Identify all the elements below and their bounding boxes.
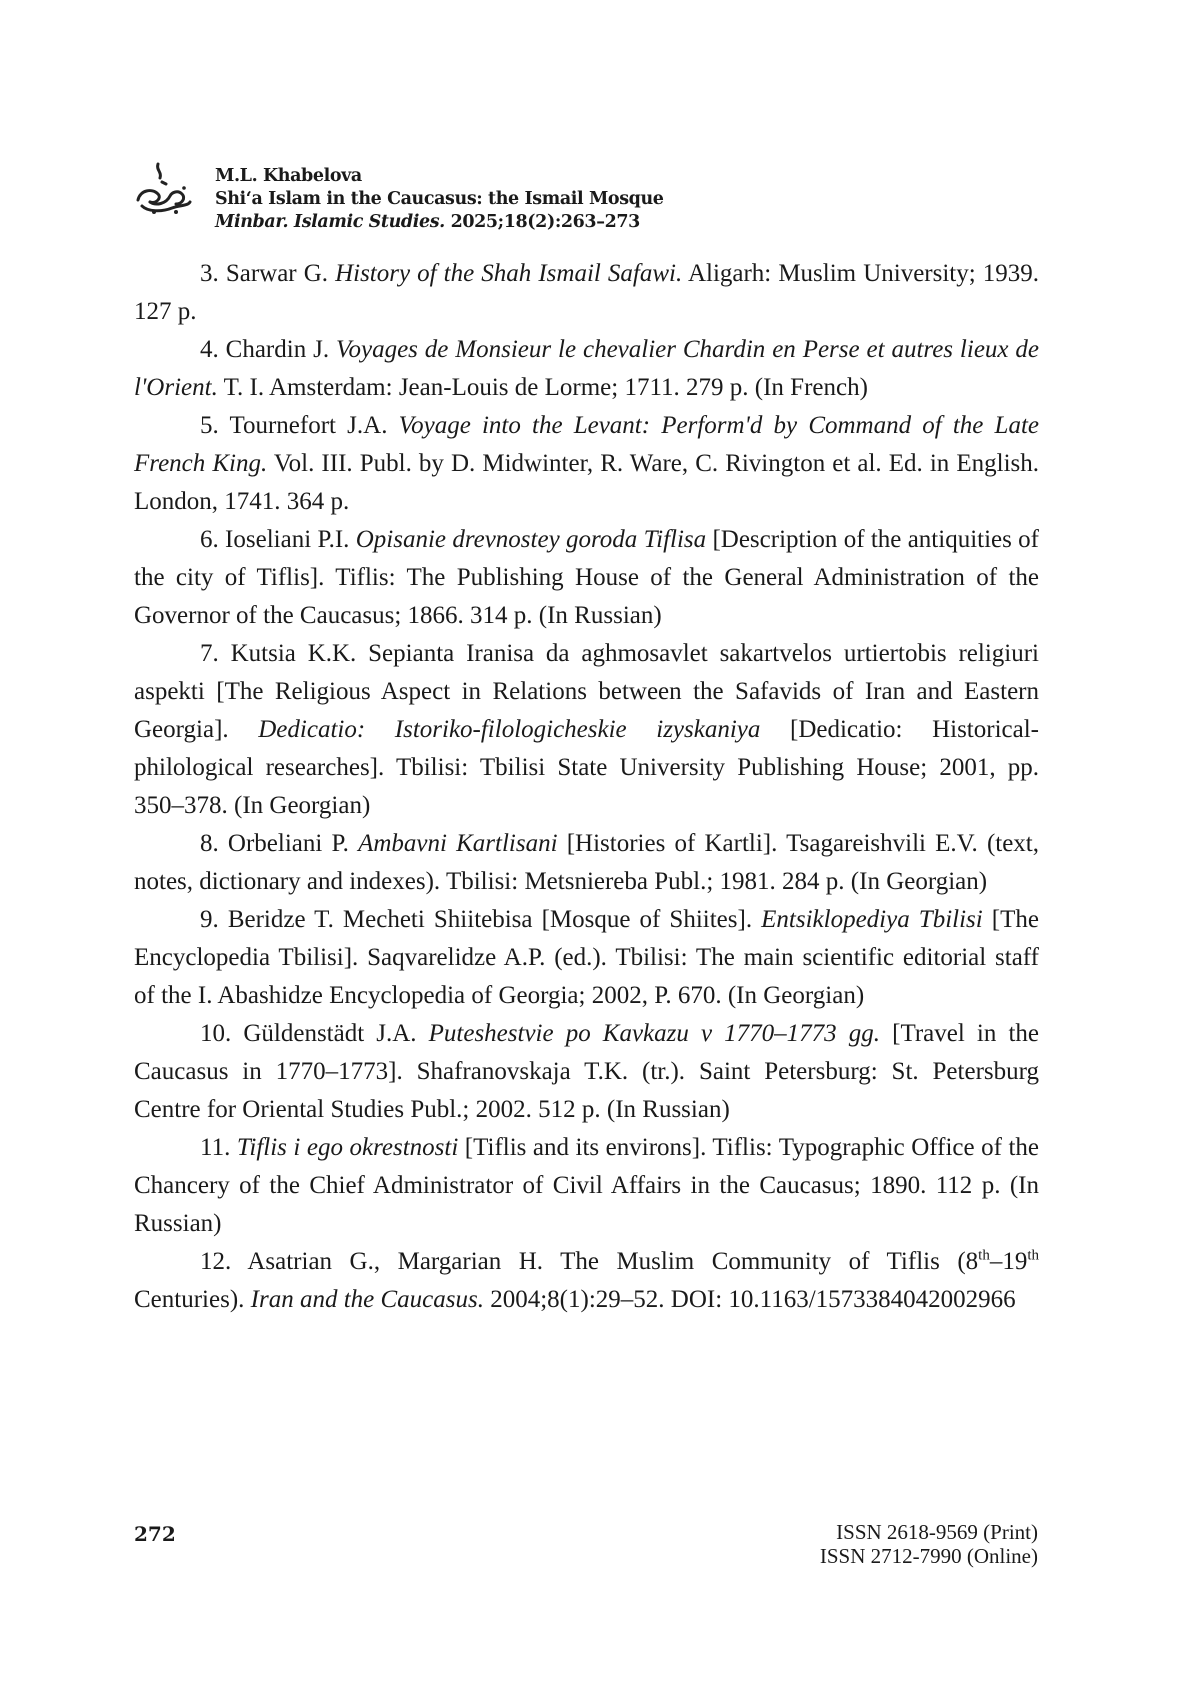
running-header <box>215 165 664 234</box>
header-journal: Minbar. Islamic Studies. <box>215 212 445 232</box>
header-journal-line <box>215 211 664 234</box>
reference-title: Ambavni Kartlisani <box>358 830 558 857</box>
reference-title: Dedicatio: Istoriko-filologicheskie izyskaniya <box>258 716 761 743</box>
reference-text: 6. Ioseliani P.I. <box>200 526 356 553</box>
reference-title: Voyage into the Levant: Perform'd by Command of the Late French King. <box>134 412 1040 477</box>
reference-item <box>134 825 1039 901</box>
reference-list <box>134 255 1039 1319</box>
reference-text: 10. Güldenstädt J.A. <box>200 1020 429 1047</box>
header-author: M.L. Khabelova <box>215 166 362 186</box>
reference-item <box>134 407 1039 521</box>
reference-text: [Description of the antiquities of the city of Tiflis]. Tiflis: The Publishing House of the General Administration of the Governor of the Caucasus; 1866. 314 p. (In Russian) <box>134 526 1039 629</box>
reference-text: [Travel in the Caucasus in 1770–1773]. Shafranovskaja T.K. (tr.). Saint Petersburg: St. Petersburg Centre for Oriental Studies Publ.; 2002. 512 p. (In Russian) <box>134 1020 1039 1123</box>
issn-online: ISSN 2712-7990 (Online) <box>819 1544 1038 1568</box>
reference-item <box>134 1129 1039 1243</box>
reference-item <box>134 1015 1039 1129</box>
issn-print: ISSN 2618-9569 (Print) <box>836 1520 1038 1544</box>
reference-superscript: th <box>1027 1247 1039 1264</box>
reference-text: 4. Chardin J. <box>200 336 336 363</box>
reference-title: Voyages de Monsieur le chevalier Chardin en Perse et autres lieux de l'Orient. <box>134 336 1040 401</box>
reference-text: 7. Kutsia K.K. Sepianta Iranisa da aghmosavlet sakartvelos urtiertobis religiuri aspekti [The Religious Aspect in Relations between the Safavids of Iran and Eastern Georgia]. <box>134 640 1039 743</box>
reference-text: 9. Beridze T. Mecheti Shiitebisa [Mosque of Shiites]. <box>200 906 762 933</box>
reference-text: Centuries). <box>134 1286 251 1313</box>
reference-text: Aligarh: Muslim University; 1939. 127 p. <box>134 260 1040 325</box>
reference-text: 11. <box>200 1134 237 1161</box>
reference-text: 5. Tournefort J.A. <box>200 412 399 439</box>
reference-title: Puteshestvie po Kavkazu v 1770–1773 gg. <box>428 1020 881 1047</box>
reference-text: 12. Asatrian G., Margarian H. The Muslim Community of Tiflis (8 <box>200 1248 979 1275</box>
reference-title: Entsiklopediya Tbilisi <box>761 906 983 933</box>
reference-title: Tiflis i ego okrestnosti <box>236 1134 459 1161</box>
reference-superscript: th <box>978 1247 990 1264</box>
reference-text: 3. Sarwar G. <box>200 260 336 287</box>
reference-item <box>134 521 1039 635</box>
reference-text: –19 <box>989 1248 1028 1275</box>
reference-text: 2004;8(1):29–52. DOI: 10.1163/1573384042002966 <box>483 1286 1016 1313</box>
reference-title: Opisanie drevnostey goroda Tiflisa <box>355 526 707 553</box>
reference-item <box>134 331 1039 407</box>
reference-item <box>134 255 1039 331</box>
reference-text: [Tiflis and its environs]. Tiflis: Typographic Office of the Chancery of the Chief Administrator of Civil Affairs in the Caucasus; 1890. 112 p. (In Russian) <box>134 1134 1039 1237</box>
journal-logo-icon <box>132 160 194 222</box>
reference-text: 8. Orbeliani P. <box>200 830 359 857</box>
reference-title: History of the Shah Ismail Safawi. <box>335 260 683 287</box>
page-number: 272 <box>134 1522 176 1546</box>
reference-text: [Histories of Kartli]. Tsagareishvili E.V. (text, notes, dictionary and indexes). Tbilisi: Metsniereba Publ.; 1981. 284 p. (In Georgian) <box>134 830 1040 895</box>
reference-text: [The Encyclopedia Tbilisi]. Saqvarelidze A.P. (ed.). Tbilisi: The main scientific editorial staff of the I. Abashidze Encyclopedia of Georgia; 2002, P. 670. (In Georgian) <box>134 906 1039 1009</box>
reference-title: Iran and the Caucasus. <box>250 1286 484 1313</box>
reference-item <box>134 1243 1039 1319</box>
header-title: Shi‘a Islam in the Caucasus: the Ismail Mosque <box>215 189 664 209</box>
reference-text: Vol. III. Publ. by D. Midwinter, R. Ware, C. Rivington et al. Ed. in English. London, 1741. 364 p. <box>134 450 1039 515</box>
header-citation: 2025;18(2):263–273 <box>444 212 640 232</box>
reference-item <box>134 901 1039 1015</box>
issn-block <box>820 1520 1038 1568</box>
reference-text: T. I. Amsterdam: Jean-Louis de Lorme; 1711. 279 p. (In French) <box>217 374 868 401</box>
reference-item <box>134 635 1039 825</box>
reference-text: [Dedicatio: Historical-philological researches]. Tbilisi: Tbilisi State University Publishing House; 2001, pp. 350–378. (In Georgian) <box>134 716 1039 819</box>
